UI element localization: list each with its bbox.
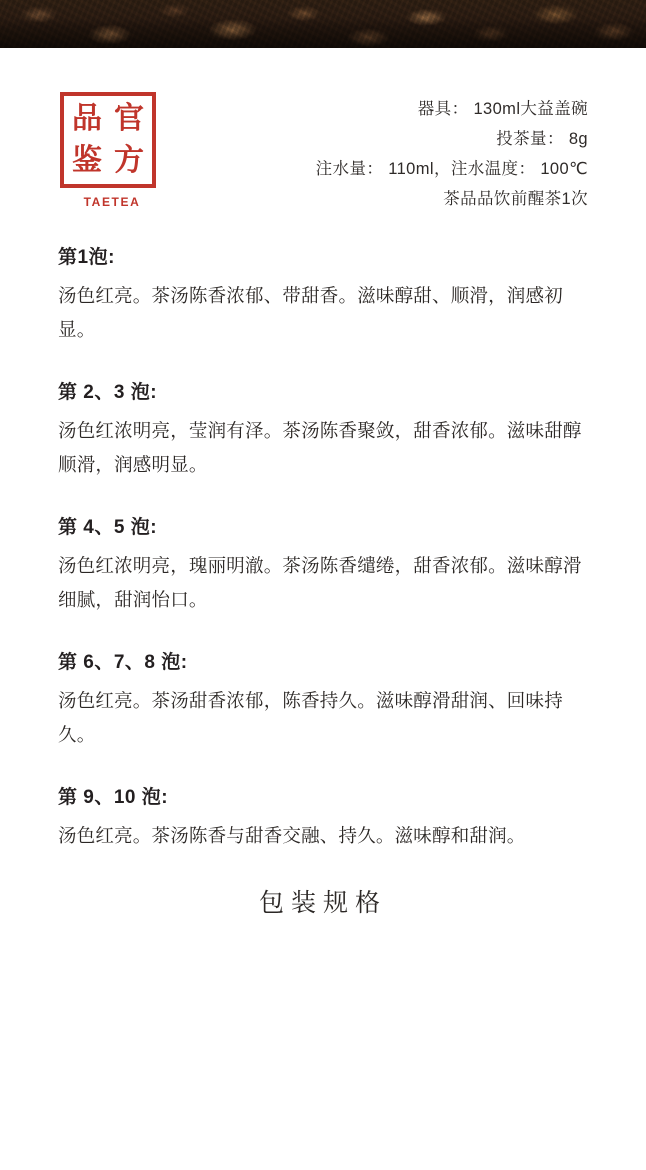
seal-char-4: 鉴: [72, 143, 102, 178]
brand-logo: [60, 92, 164, 209]
photo-vignette: [0, 0, 646, 48]
step-description: 汤色红浓明亮，莹润有泽。茶汤陈香聚敛，甜香浓郁。滋味甜醇顺滑，润感明显。: [58, 420, 582, 475]
step-description: 汤色红浓明亮，瑰丽明澈。茶汤陈香缱绻，甜香浓郁。滋味醇滑细腻，甜润怡口。: [58, 555, 582, 610]
step-title: 第1泡:: [58, 247, 115, 268]
spec-tea-amount: 投茶量： 8g: [496, 130, 588, 148]
seal-stamp-icon: [60, 92, 156, 188]
spec-water: 注水量： 110ml，注水温度： 100℃: [315, 160, 588, 178]
header: [0, 48, 646, 209]
brewing-step: [58, 377, 588, 482]
packaging-spec-heading: 包装规格: [258, 889, 387, 917]
brewing-step: [58, 242, 588, 347]
seal-char-2: 品: [72, 101, 102, 136]
step-title: 第 9、10 泡:: [58, 787, 169, 808]
step-title: 第 6、7、8 泡:: [58, 652, 188, 673]
spec-awaken: 茶品品饮前醒茶1次: [443, 190, 588, 208]
step-description: 汤色红亮。茶汤甜香浓郁，陈香持久。滋味醇滑甜润、回味持久。: [58, 690, 563, 745]
seal-char-1: 官: [114, 101, 144, 136]
step-description: 汤色红亮。茶汤陈香浓郁、带甜香。滋味醇甜、顺滑，润感初显。: [58, 285, 563, 340]
brewing-step: [58, 512, 588, 617]
brewing-steps-list: [0, 198, 646, 853]
brewing-step: [58, 647, 588, 752]
brewing-step: [58, 782, 588, 853]
brand-latin-name: TAETEA: [83, 195, 141, 209]
brewing-specs: [316, 94, 588, 214]
spec-vessel: 器具： 130ml大益盖碗: [417, 100, 588, 118]
tea-leaves-photo: [0, 0, 646, 48]
step-description: 汤色红亮。茶汤陈香与甜香交融、持久。滋味醇和甜润。: [58, 825, 526, 846]
step-title: 第 2、3 泡:: [58, 382, 158, 403]
seal-char-3: 方: [114, 143, 144, 178]
step-title: 第 4、5 泡:: [58, 517, 158, 538]
